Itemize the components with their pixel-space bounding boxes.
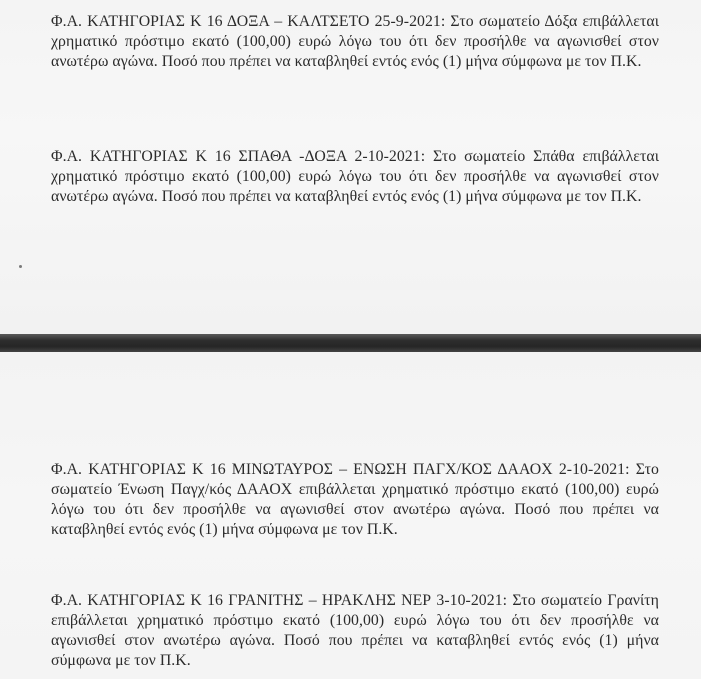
fine-paragraph-granitis-iraklis: Φ.Α. ΚΑΤΗΓΟΡΙΑΣ Κ 16 ΓΡΑΝΙΤΗΣ – ΗΡΑΚΛΗΣ ΝΕΡ 3-10-2021: Στο σωματείο Γρανίτη επιβάλλεται χρηματικό πρόστιμο εκατό (100,00) ευρώ λόγω του ότι δεν προσήλθε να αγωνισθεί στον ανωτέρω αγώνα. Ποσό που πρέπει να καταβληθεί εντός ενός (1) μήνα σύμφωνα με τον Π.Κ. — [51, 592, 659, 669]
fine-paragraph-doxa-kaltseto: Φ.Α. ΚΑΤΗΓΟΡΙΑΣ Κ 16 ΔΟΞΑ – ΚΑΛΤΣΕΤΟ 25-9-2021: Στο σωματείο Δόξα επιβάλλεται χρηματικό πρόστιμο εκατό (100,00) ευρώ λόγω του ότι δεν προσήλθε να αγωνισθεί στον ανωτέρω αγώνα. Ποσό που πρέπει να καταβληθεί εντός ενός (1) μήνα σύμφωνα με τον Π.Κ. — [51, 13, 659, 70]
fine-paragraph-spatha-doxa: Φ.Α. ΚΑΤΗΓΟΡΙΑΣ Κ 16 ΣΠΑΘΑ -ΔΟΞΑ 2-10-2021: Στο σωματείο Σπάθα επιβάλλεται χρηματικό πρόστιμο εκατό (100,00) ευρώ λόγω του ότι δεν προσήλθε να αγωνισθεί στον ανωτέρω αγώνα. Ποσό που πρέπει να καταβληθεί εντός ενός (1) μήνα σύμφωνα με τον Π.Κ. — [51, 148, 659, 205]
fine-paragraph-minotavros-enosi: Φ.Α. ΚΑΤΗΓΟΡΙΑΣ Κ 16 ΜΙΝΩΤΑΥΡΟΣ – ΕΝΩΣΗ ΠΑΓΧ/ΚΟΣ ΔΑΑΟΧ 2-10-2021: Στο σωματείο Ένωση Παγχ/κός ΔΑΑΟΧ επιβάλλεται χρηματικό πρόστιμο εκατό (100,00) ευρώ λόγω του ότι δεν προσήλθε να αγωνισθεί στον ανωτέρω αγώνα. Ποσό που πρέπει να καταβληθεί εντός ενός (1) μήνα σύμφωνα με τον Π.Κ. — [51, 461, 659, 538]
page-divider-bar — [0, 334, 701, 352]
top-scan-page — [0, 0, 701, 334]
scan-speck — [19, 265, 22, 268]
